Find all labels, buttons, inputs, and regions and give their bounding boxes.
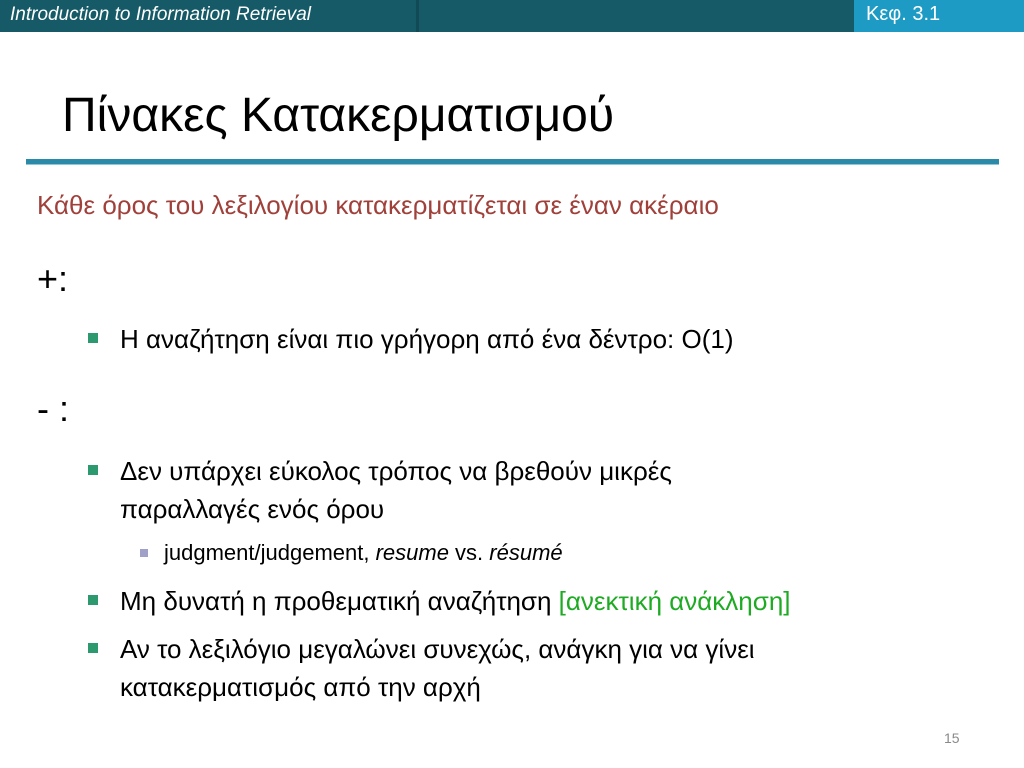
chapter-box [854, 0, 1024, 32]
cons-item-text [120, 582, 791, 620]
cons-item-line1: Δεν υπάρχει εύκολος τρόπος να βρεθούν μικρές [120, 456, 672, 486]
chapter-label: Κεφ. 3.1 [866, 3, 941, 25]
cons-label: - : [37, 388, 69, 429]
course-title: Introduction to Information Retrieval [10, 4, 311, 25]
cons-item-highlight: [ανεκτική ανάκληση] [558, 586, 791, 616]
sub-part-2: resume [375, 540, 449, 565]
bullet-square-icon [88, 643, 98, 653]
bullet-square-icon [88, 333, 98, 343]
slide-title: Πίνακες Κατακερματισμού [62, 89, 615, 142]
cons-item-plain: Μη δυνατή η προθεματική αναζήτηση [120, 586, 559, 616]
bullet-square-icon [88, 465, 98, 475]
header-bar [0, 0, 1024, 32]
sub-part-3: vs. [448, 540, 490, 565]
sub-part-1: judgment/judgement, [164, 540, 376, 565]
sub-bullet-square-icon [140, 549, 148, 557]
sub-part-4: résumé [489, 540, 563, 565]
pros-item-text: Η αναζήτηση είναι πιο γρήγορη από ένα δέντρο: Ο(1) [120, 324, 734, 354]
cons-item-line2: κατακερματισμός από την αρχή [120, 672, 481, 702]
cons-item-line1: Αν το λεξιλόγιο μεγαλώνει συνεχώς, ανάγκη για να γίνει [120, 634, 755, 664]
header-divider [416, 0, 419, 32]
cons-subitem-text [164, 536, 563, 570]
cons-item-line2: παραλλαγές ενός όρου [120, 494, 385, 524]
page-number: 15 [944, 730, 960, 746]
pros-label: +: [37, 258, 69, 299]
title-underline [26, 159, 999, 165]
slide-subtitle: Κάθε όρος του λεξιλογίου κατακερματίζεται σε έναν ακέραιο [37, 190, 719, 220]
bullet-square-icon [88, 595, 98, 605]
